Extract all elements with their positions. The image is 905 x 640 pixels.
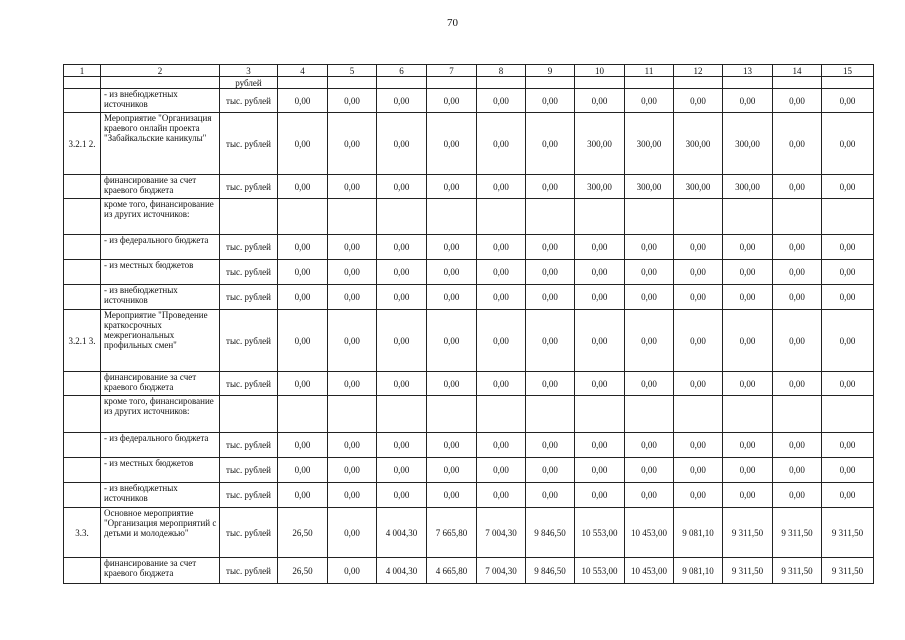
value-cell: 0,00: [427, 285, 477, 310]
value-cell: [328, 199, 377, 235]
value-cell: [278, 77, 328, 89]
value-cell: 10 453,00: [625, 558, 674, 584]
value-cell: 0,00: [377, 235, 427, 260]
value-cell: 0,00: [625, 285, 674, 310]
value-cell: 9 311,50: [822, 558, 874, 584]
unit-cell: [220, 396, 278, 433]
value-cell: 300,00: [674, 113, 723, 175]
value-cell: 0,00: [773, 235, 822, 260]
table-row: [64, 483, 874, 508]
table-row: [64, 433, 874, 458]
value-cell: 0,00: [822, 372, 874, 396]
value-cell: 0,00: [575, 89, 625, 113]
value-cell: 0,00: [625, 310, 674, 372]
value-cell: 0,00: [328, 433, 377, 458]
unit-cell: тыс. рублей: [220, 310, 278, 372]
value-cell: 7 004,30: [477, 508, 526, 558]
value-cell: 0,00: [773, 483, 822, 508]
value-cell: 0,00: [328, 285, 377, 310]
value-cell: 0,00: [625, 372, 674, 396]
item-name-cell: Мероприятие "Проведение краткосрочных межрегиональных профильных смен": [101, 310, 220, 372]
table-row: [64, 508, 874, 558]
value-cell: 0,00: [526, 175, 575, 199]
value-cell: 0,00: [674, 372, 723, 396]
value-cell: 0,00: [477, 483, 526, 508]
column-header: 7: [427, 65, 477, 77]
column-header: 10: [575, 65, 625, 77]
value-cell: 0,00: [674, 433, 723, 458]
value-cell: [477, 77, 526, 89]
column-header: 6: [377, 65, 427, 77]
value-cell: 0,00: [477, 372, 526, 396]
value-cell: 300,00: [625, 175, 674, 199]
value-cell: 0,00: [674, 89, 723, 113]
item-number-cell: [64, 558, 101, 584]
value-cell: 10 553,00: [575, 508, 625, 558]
value-cell: [723, 77, 773, 89]
value-cell: 0,00: [773, 113, 822, 175]
value-cell: 0,00: [328, 89, 377, 113]
value-cell: 0,00: [278, 285, 328, 310]
value-cell: 0,00: [723, 372, 773, 396]
value-cell: 7 004,30: [477, 558, 526, 584]
table-body: [64, 65, 874, 584]
item-name-cell: финансирование за счет краевого бюджета: [101, 558, 220, 584]
item-number-cell: [64, 433, 101, 458]
column-header: 8: [477, 65, 526, 77]
item-number-cell: [64, 483, 101, 508]
value-cell: [674, 396, 723, 433]
value-cell: 0,00: [575, 372, 625, 396]
value-cell: 0,00: [427, 483, 477, 508]
item-name-cell: - из внебюджетных источников: [101, 89, 220, 113]
value-cell: 0,00: [625, 458, 674, 483]
value-cell: 0,00: [773, 285, 822, 310]
value-cell: 300,00: [723, 113, 773, 175]
value-cell: 0,00: [526, 433, 575, 458]
value-cell: 26,50: [278, 558, 328, 584]
value-cell: 0,00: [773, 89, 822, 113]
value-cell: 0,00: [377, 285, 427, 310]
value-cell: 300,00: [723, 175, 773, 199]
table-row: [64, 558, 874, 584]
value-cell: [822, 396, 874, 433]
unit-cell: рублей: [220, 77, 278, 89]
column-header: 9: [526, 65, 575, 77]
column-header: 12: [674, 65, 723, 77]
value-cell: 0,00: [773, 433, 822, 458]
value-cell: 0,00: [328, 310, 377, 372]
value-cell: 4 665,80: [427, 558, 477, 584]
value-cell: [477, 396, 526, 433]
value-cell: 0,00: [278, 260, 328, 285]
value-cell: [723, 199, 773, 235]
table-row: [64, 396, 874, 433]
value-cell: 0,00: [723, 260, 773, 285]
value-cell: 300,00: [575, 113, 625, 175]
value-cell: 0,00: [723, 483, 773, 508]
value-cell: 0,00: [278, 458, 328, 483]
value-cell: 0,00: [328, 458, 377, 483]
value-cell: [278, 396, 328, 433]
item-number-cell: [64, 235, 101, 260]
value-cell: 0,00: [427, 89, 477, 113]
value-cell: 0,00: [278, 483, 328, 508]
item-name-cell: кроме того, финансирование из других источников:: [101, 396, 220, 433]
value-cell: 0,00: [328, 372, 377, 396]
value-cell: 0,00: [377, 483, 427, 508]
value-cell: 0,00: [328, 175, 377, 199]
value-cell: 0,00: [526, 372, 575, 396]
table-row: [64, 89, 874, 113]
value-cell: 26,50: [278, 508, 328, 558]
item-number-cell: [64, 285, 101, 310]
value-cell: 0,00: [477, 458, 526, 483]
item-name-cell: финансирование за счет краевого бюджета: [101, 175, 220, 199]
value-cell: 0,00: [377, 458, 427, 483]
value-cell: 9 846,50: [526, 508, 575, 558]
item-name-cell: - из федерального бюджета: [101, 235, 220, 260]
value-cell: 0,00: [625, 89, 674, 113]
value-cell: 0,00: [773, 458, 822, 483]
table-row: [64, 175, 874, 199]
value-cell: 0,00: [477, 310, 526, 372]
unit-cell: тыс. рублей: [220, 175, 278, 199]
value-cell: [278, 199, 328, 235]
item-number-cell: 3.2.1 3.: [64, 310, 101, 372]
table-row: [64, 113, 874, 175]
value-cell: 0,00: [477, 260, 526, 285]
item-number-cell: [64, 260, 101, 285]
unit-cell: [220, 199, 278, 235]
value-cell: [377, 199, 427, 235]
value-cell: [575, 199, 625, 235]
unit-cell: тыс. рублей: [220, 458, 278, 483]
value-cell: [625, 396, 674, 433]
value-cell: 300,00: [575, 175, 625, 199]
value-cell: 300,00: [674, 175, 723, 199]
value-cell: 0,00: [822, 433, 874, 458]
unit-cell: тыс. рублей: [220, 372, 278, 396]
unit-cell: тыс. рублей: [220, 558, 278, 584]
value-cell: [427, 199, 477, 235]
item-name-cell: [101, 77, 220, 89]
value-cell: 9 846,50: [526, 558, 575, 584]
value-cell: 0,00: [328, 235, 377, 260]
value-cell: 0,00: [575, 458, 625, 483]
value-cell: 9 311,50: [773, 558, 822, 584]
value-cell: 0,00: [427, 458, 477, 483]
value-cell: 0,00: [674, 260, 723, 285]
table-row: [64, 199, 874, 235]
item-name-cell: - из внебюджетных источников: [101, 483, 220, 508]
unit-cell: тыс. рублей: [220, 260, 278, 285]
value-cell: 0,00: [377, 310, 427, 372]
value-cell: 0,00: [674, 458, 723, 483]
value-cell: 10 553,00: [575, 558, 625, 584]
table-row: [64, 260, 874, 285]
item-number-cell: [64, 175, 101, 199]
value-cell: 0,00: [278, 113, 328, 175]
value-cell: 0,00: [377, 175, 427, 199]
value-cell: [723, 396, 773, 433]
value-cell: [773, 396, 822, 433]
value-cell: 0,00: [526, 310, 575, 372]
value-cell: 0,00: [526, 458, 575, 483]
value-cell: 0,00: [822, 89, 874, 113]
value-cell: [477, 199, 526, 235]
value-cell: 0,00: [278, 89, 328, 113]
item-number-cell: [64, 199, 101, 235]
value-cell: 0,00: [477, 235, 526, 260]
value-cell: 0,00: [575, 260, 625, 285]
table-row: [64, 372, 874, 396]
value-cell: 9 081,10: [674, 558, 723, 584]
value-cell: 0,00: [526, 113, 575, 175]
value-cell: 0,00: [328, 508, 377, 558]
item-name-cell: финансирование за счет краевого бюджета: [101, 372, 220, 396]
value-cell: [575, 396, 625, 433]
unit-cell: тыс. рублей: [220, 433, 278, 458]
item-number-cell: [64, 77, 101, 89]
item-name-cell: - из местных бюджетов: [101, 458, 220, 483]
column-header: 4: [278, 65, 328, 77]
value-cell: 4 004,30: [377, 558, 427, 584]
value-cell: 0,00: [822, 285, 874, 310]
value-cell: 9 311,50: [822, 508, 874, 558]
value-cell: 0,00: [377, 433, 427, 458]
value-cell: [773, 77, 822, 89]
value-cell: 0,00: [674, 235, 723, 260]
value-cell: [674, 199, 723, 235]
value-cell: 0,00: [575, 235, 625, 260]
value-cell: 9 311,50: [723, 558, 773, 584]
item-number-cell: 3.3.: [64, 508, 101, 558]
value-cell: [822, 77, 874, 89]
value-cell: 0,00: [674, 483, 723, 508]
item-name-cell: - из внебюджетных источников: [101, 285, 220, 310]
item-number-cell: [64, 89, 101, 113]
unit-cell: тыс. рублей: [220, 113, 278, 175]
value-cell: 0,00: [723, 433, 773, 458]
value-cell: 0,00: [377, 113, 427, 175]
value-cell: 0,00: [328, 558, 377, 584]
value-cell: 0,00: [278, 175, 328, 199]
value-cell: 0,00: [822, 483, 874, 508]
item-name-cell: - из местных бюджетов: [101, 260, 220, 285]
value-cell: 0,00: [526, 285, 575, 310]
value-cell: 0,00: [822, 235, 874, 260]
value-cell: 0,00: [328, 483, 377, 508]
value-cell: 0,00: [377, 260, 427, 285]
value-cell: 9 081,10: [674, 508, 723, 558]
value-cell: [625, 199, 674, 235]
value-cell: 0,00: [477, 113, 526, 175]
value-cell: 7 665,80: [427, 508, 477, 558]
value-cell: 0,00: [575, 483, 625, 508]
value-cell: 9 311,50: [723, 508, 773, 558]
unit-cell: тыс. рублей: [220, 235, 278, 260]
value-cell: 0,00: [674, 310, 723, 372]
value-cell: [575, 77, 625, 89]
value-cell: 0,00: [427, 175, 477, 199]
value-cell: 0,00: [477, 175, 526, 199]
value-cell: [773, 199, 822, 235]
table-row: [64, 285, 874, 310]
item-name-cell: кроме того, финансирование из других источников:: [101, 199, 220, 235]
value-cell: 0,00: [575, 285, 625, 310]
column-header: 1: [64, 65, 101, 77]
header-row: [64, 65, 874, 77]
table-row: [64, 77, 874, 89]
value-cell: 0,00: [427, 235, 477, 260]
item-name-cell: Мероприятие "Организация краевого онлайн проекта "Забайкальские каникулы": [101, 113, 220, 175]
value-cell: 0,00: [526, 260, 575, 285]
value-cell: 0,00: [723, 458, 773, 483]
value-cell: 0,00: [377, 89, 427, 113]
value-cell: 0,00: [526, 235, 575, 260]
value-cell: 0,00: [427, 433, 477, 458]
unit-cell: тыс. рублей: [220, 483, 278, 508]
value-cell: 9 311,50: [773, 508, 822, 558]
value-cell: 0,00: [278, 433, 328, 458]
value-cell: 0,00: [526, 89, 575, 113]
value-cell: 0,00: [278, 310, 328, 372]
value-cell: 0,00: [723, 89, 773, 113]
value-cell: 0,00: [723, 285, 773, 310]
unit-cell: тыс. рублей: [220, 285, 278, 310]
column-header: 13: [723, 65, 773, 77]
item-number-cell: [64, 396, 101, 433]
value-cell: 0,00: [723, 235, 773, 260]
value-cell: 4 004,30: [377, 508, 427, 558]
value-cell: [526, 199, 575, 235]
value-cell: 0,00: [723, 310, 773, 372]
value-cell: 0,00: [773, 310, 822, 372]
value-cell: [328, 396, 377, 433]
column-header: 15: [822, 65, 874, 77]
value-cell: 300,00: [625, 113, 674, 175]
value-cell: 0,00: [625, 483, 674, 508]
item-name-cell: - из федерального бюджета: [101, 433, 220, 458]
value-cell: 0,00: [328, 260, 377, 285]
value-cell: 0,00: [625, 433, 674, 458]
column-header: 2: [101, 65, 220, 77]
value-cell: 10 453,00: [625, 508, 674, 558]
table-row: [64, 235, 874, 260]
value-cell: [674, 77, 723, 89]
value-cell: 0,00: [822, 310, 874, 372]
item-number-cell: [64, 372, 101, 396]
value-cell: 0,00: [477, 433, 526, 458]
value-cell: 0,00: [377, 372, 427, 396]
value-cell: 0,00: [822, 175, 874, 199]
table-row: [64, 458, 874, 483]
value-cell: 0,00: [427, 310, 477, 372]
value-cell: 0,00: [477, 285, 526, 310]
value-cell: 0,00: [822, 260, 874, 285]
value-cell: [427, 77, 477, 89]
column-header: 14: [773, 65, 822, 77]
page-number: 70: [447, 17, 458, 29]
value-cell: 0,00: [575, 433, 625, 458]
value-cell: 0,00: [822, 113, 874, 175]
value-cell: 0,00: [625, 235, 674, 260]
value-cell: [377, 396, 427, 433]
value-cell: 0,00: [427, 260, 477, 285]
value-cell: [625, 77, 674, 89]
value-cell: 0,00: [773, 175, 822, 199]
table-row: [64, 310, 874, 372]
value-cell: 0,00: [822, 458, 874, 483]
value-cell: [526, 77, 575, 89]
item-number-cell: [64, 458, 101, 483]
value-cell: [526, 396, 575, 433]
column-header: 3: [220, 65, 278, 77]
value-cell: 0,00: [427, 113, 477, 175]
value-cell: 0,00: [328, 113, 377, 175]
value-cell: 0,00: [773, 372, 822, 396]
column-header: 11: [625, 65, 674, 77]
value-cell: [822, 199, 874, 235]
value-cell: [377, 77, 427, 89]
value-cell: [328, 77, 377, 89]
value-cell: 0,00: [477, 89, 526, 113]
budget-table: [63, 64, 874, 584]
value-cell: 0,00: [427, 372, 477, 396]
value-cell: 0,00: [625, 260, 674, 285]
item-name-cell: Основное мероприятие "Организация мероприятий с детьми и молодежью": [101, 508, 220, 558]
value-cell: 0,00: [278, 372, 328, 396]
value-cell: 0,00: [674, 285, 723, 310]
value-cell: 0,00: [278, 235, 328, 260]
unit-cell: тыс. рублей: [220, 89, 278, 113]
value-cell: 0,00: [526, 483, 575, 508]
column-header: 5: [328, 65, 377, 77]
value-cell: 0,00: [773, 260, 822, 285]
value-cell: 0,00: [575, 310, 625, 372]
item-number-cell: 3.2.1 2.: [64, 113, 101, 175]
value-cell: [427, 396, 477, 433]
unit-cell: тыс. рублей: [220, 508, 278, 558]
